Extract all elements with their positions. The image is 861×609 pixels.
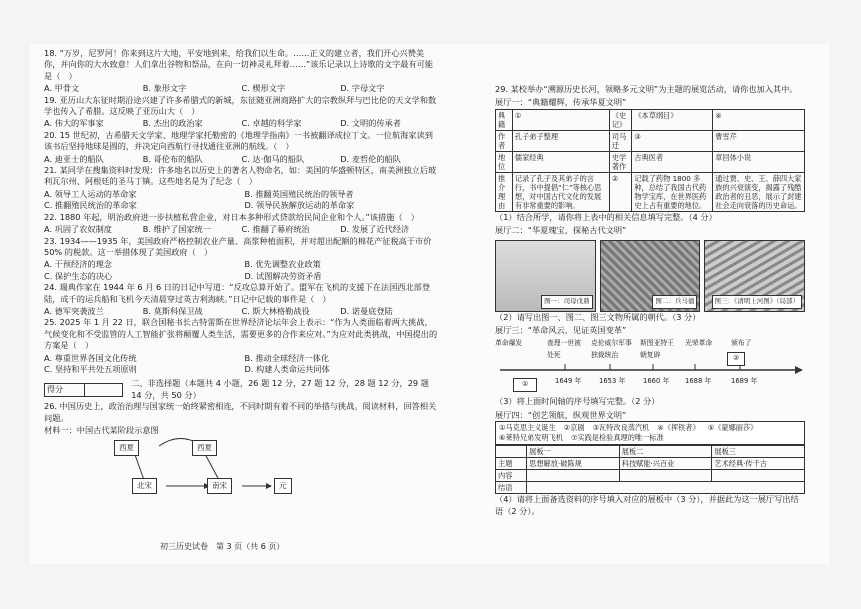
table-cell: 《史记》 [609,109,632,130]
hall-four-title: 展厅四：“创艺领航，纵观世界文明” [495,409,627,420]
table-cell: 内容 [496,470,527,482]
option: A. 德军突袭波兰 [44,305,104,316]
table-cell [496,446,527,458]
table-cell: 曹雪芹 [713,130,805,151]
candidate-items [495,421,805,445]
table-row [496,172,805,211]
table-cell[interactable]: ② [609,172,632,211]
table-cell: 儒家经典 [512,151,609,172]
option: C. 斯大林格勒战役 [241,305,310,316]
timeline-year: 1649 年 [555,377,582,386]
option: A. 甲骨文 [44,83,80,94]
figure-caption: 图三：《清明上河图》（局部） [712,295,803,308]
question-21: 21. 某同学在搜集资料时发现：许多地名以历史上的著名人物命名，如：美国的华盛顿特区，南美洲独立后玻利瓦尔州、阿根廷的圣马丁镇。这些地名是为了纪念（ ） [44,165,437,187]
table-cell: 结语 [496,482,527,494]
node-xixia-2: 西夏 [192,440,217,455]
option: D. 字母文字 [340,83,385,94]
option: C. 楔形文字 [241,83,286,94]
table-cell[interactable] [527,482,805,494]
table-cell: 典籍 [496,109,513,130]
question-26: 26. 中国历史上，政治治理与国家统一始终紧密相连，不同时期有着不同的举措与挑战。阅读材料，回答相关问题。 [44,401,437,423]
classics-table [495,109,805,212]
table-cell: 地位 [496,151,513,172]
table-row [496,470,805,482]
question-29-2: （2）请写出图一、图二、图三文物所属的朝代。（3 分） [495,311,701,322]
node-yuan: 元 [274,478,292,493]
candidate-item: ⑥莱特兄弟发明飞机 [499,433,563,443]
timeline-label: 查理一世被处死 [547,339,581,359]
hall-two-title: 展厅二：“华夏瑰宝，探秘古代文明” [495,225,627,236]
option: C. 推翻了幕府统治 [241,224,310,235]
figure-caption: 图一：司母戊鼎 [541,295,593,308]
table-row [496,151,805,172]
candidate-item: ②京剧 [563,423,585,433]
left-page [44,48,439,500]
score-box [44,383,123,397]
question-20: 20. 15 世纪初，古希腊天文学家、地理学家托勒密的《地理学指南》一书被翻译成拉丁文。一位航海家读到该书后坚持地球是圆的，并决定向西航行寻找通往亚洲的航线。（ ） [44,129,433,152]
option: A. 伟大的军事家 [44,118,104,129]
node-xixia-1: 西夏 [114,440,139,455]
table-row [496,130,805,151]
table-cell: 史学著作 [609,151,632,172]
option: C. 达·伽马的船队 [241,153,305,164]
table-cell: 科技赋能·兴百业 [619,458,712,470]
options-23 [44,259,439,282]
option: C. 推翻殖民统治的革命家 [44,200,137,211]
score-reviewer[interactable] [84,383,122,396]
timeline-label: 革命爆发 [495,339,523,348]
timeline-label: 克伦威尔军事独裁统治 [591,339,632,359]
table-row [496,446,805,458]
timeline-year: 1689 年 [731,377,758,386]
table-cell: 艺术经典·传千古 [712,458,805,470]
timeline-label: 斯图亚特王朝复辟 [640,339,674,359]
option: A. 巩固了农奴制度 [44,224,112,235]
table-row [496,482,805,494]
table-cell: 思想解放·破陈规 [527,458,620,470]
table-cell: 展板三 [712,446,805,458]
option: C. 卓越的科学家 [241,118,302,129]
timeline-year: 1688 年 [685,377,712,386]
question-25: 25. 2025 年 1 月 22 日，联合国秘书长古特雷斯在世界经济论坛年会上表示：“作为人类面临着两大挑战，气候变化和不受监管的人工智能扩张将颠覆人类生活，需要更多的合作来应对。”为应对此类挑战，中国提出的方案是（ ） [44,317,438,351]
options-20 [44,154,439,165]
option: C. 保护生态的决心 [44,270,113,281]
figure-painting [704,240,805,312]
question-23: 23. 1934——1935 年，美国政府严格控制农业产量、高浆种植面积，并对超出配额的棉花产征税高于市价 50% 的税款。这一举措体现了美国政府（ ） [44,235,432,257]
table-cell[interactable] [619,470,712,482]
table-cell: 记载了药物 1800 多种，总结了我国古代药物学宝库，在世界医药史上占有重要的地位。 [632,172,713,211]
timeline-label: 颁布了 [731,339,752,348]
table-cell: 通过贾、史、王、薛四大家族的兴衰演变，揭露了残酷政治者的丑恶，展示了封建社会走向衰落的历史命运。 [713,172,805,211]
hall-one-title: 展厅一：“典籍耀辉，传承华夏文明” [495,97,627,108]
timeline-year: 1660 年 [643,377,670,386]
option: D. 构建人类命运共同体 [244,363,330,374]
figure-ding [495,240,596,312]
exhibit-table [495,445,805,494]
options-24 [44,306,439,317]
table-cell: 记录了孔子及其弟子的言行，书中提倡“仁”等核心思想，对中国古代文化的发展有非常重要的影响。 [512,172,609,211]
table-cell: 司马迁 [609,130,632,151]
table-cell: 章回体小说 [713,151,805,172]
option: D. 试图解决劳资矛盾 [244,270,322,281]
node-nansong: 南宋 [207,478,232,493]
option: B. 推动全球经济一体化 [244,352,330,363]
material-one: 材料一：中国古代某阶段示意图 [44,425,159,435]
question-19: 19. 亚历山大东征时期沿途兴建了许多希腊式的新城，东征随亚洲商路扩大的宗教纵拜与巴比伦的天文学和数学也传入了希腊。这反映了亚历山大（ ） [44,94,437,117]
options-19 [44,118,439,129]
option: B. 优先调整农业政策 [244,259,321,270]
option: B. 莫斯科保卫战 [142,305,203,316]
option: A. 领导工人运动的革命家 [44,188,137,199]
options-25 [44,353,439,376]
candidate-item: ③瓦特改良蒸汽机 [592,423,650,433]
question-18: 18. “万岁，尼罗河！你来到这片大地，平安地到来，给我们以生命。……正义的建立者，我们开心兴赞美你，并向你的大水致意！人们拿出谷物和祭品，在向一切神灵礼拜着……”该乐记录以上诗歌的文字最有可能是（ ） [44,48,434,81]
option: D. 领导民族解放运动的革命家 [244,200,355,211]
question-29-3: （3）将上面时间轴的序号填写完整。（2 分） [495,396,660,407]
timeline-label: 光荣革命 [685,339,713,348]
option: C. 坚持和平共处五项原则 [44,363,137,374]
option: A. 迪亚士的船队 [44,153,104,164]
candidate-item: ④《挥铁者》 [657,423,700,433]
option: D. 发展了近代经济 [340,224,410,235]
timeline-year: 1653 年 [599,377,626,386]
section-two-heading: 二、非选择题（本题共 4 小题，26 题 12 分，27 题 12 分，28 题 12 分，29 题 14 分，共 50 分） [131,378,429,400]
table-cell: 展板二 [619,446,712,458]
candidate-item: ⑦实践是检验真理的唯一标准 [570,433,664,443]
table-cell[interactable]: ① [512,109,609,130]
timeline-box-1[interactable]: ① [513,378,537,391]
timeline [495,338,805,396]
table-row [496,458,805,470]
options-22 [44,224,439,235]
option: B. 维护了国家统一 [142,224,211,235]
node-beisong: 北宋 [132,478,157,493]
question-29-1: （1）结合所学，请你将上表中的相关信息填写完整。（4 分） [495,211,717,222]
candidate-item: ⑤《蒙娜丽莎》 [707,423,758,433]
table-cell: 《本草纲目》 [632,109,713,130]
artifact-figures [495,240,805,312]
table-cell: 主题 [496,458,527,470]
table-row [496,109,805,130]
figure-caption: 图二：兵马俑 [652,295,697,308]
option: B. 象形文字 [142,83,187,94]
option: D. 诺曼底登陆 [340,305,393,316]
table-cell[interactable]: ④ [713,109,805,130]
table-cell[interactable] [712,470,805,482]
table-cell: 孔子弟子整理 [512,130,609,151]
table-cell[interactable]: ③ [632,130,713,151]
option: B. 推翻英国殖民统治的领导者 [244,188,354,199]
options-18 [44,83,439,94]
table-cell: 古典医者 [632,151,713,172]
right-page [495,84,805,518]
candidate-item: ①马克思主义诞生 [499,423,556,433]
figure-terracotta [600,240,701,312]
question-29-4: （4）请将上面备选资料的序号填入对应的展板中（3 分），并据此为这一展厅写出结语（2 分）。 [495,494,799,516]
table-cell: 作者 [496,130,513,151]
option: D. 麦哲伦的船队 [340,153,401,164]
dynasty-diagram [44,438,439,500]
option: A. 尊重世界各国文化传统 [44,352,137,363]
score-label: 得分 [45,383,85,396]
options-21 [44,189,439,212]
question-24: 24. 瑞典作家在 1944 年 6 月 6 日的日记中写道：“反攻总算开始了。盟军在飞机的支援下在法国西北部登陆，成千的运兵船和飞机今天清晨穿过英吉利海峡。”日记中记载的事件是（ ） [44,282,431,304]
option: A. 干预经济的理念 [44,259,112,270]
question-29: 29. 某校举办“溯源历史长河，领略多元文明”为主题的展览活动，请你也加入其中。 [495,84,798,94]
page-footer: 初三历史试卷 第 3 页（共 6 页） [160,542,285,551]
timeline-box-2[interactable]: ② [727,352,745,365]
score-section [44,378,439,401]
option: D. 文明的传承者 [340,118,401,129]
table-cell[interactable] [527,470,620,482]
table-cell: 展板一 [527,446,620,458]
table-cell: 推介理由 [496,172,513,211]
hall-three-title: 展厅三：“革命风云，见证英国变革” [495,325,627,336]
option: B. 杰出的政治家 [142,118,203,129]
option: B. 哥伦布的船队 [142,153,203,164]
question-22: 22. 1880 年起，明治政府进一步扶植私营企业，对日本多种形式贷款给民间企业和个人。”该措施（ ） [44,211,419,222]
